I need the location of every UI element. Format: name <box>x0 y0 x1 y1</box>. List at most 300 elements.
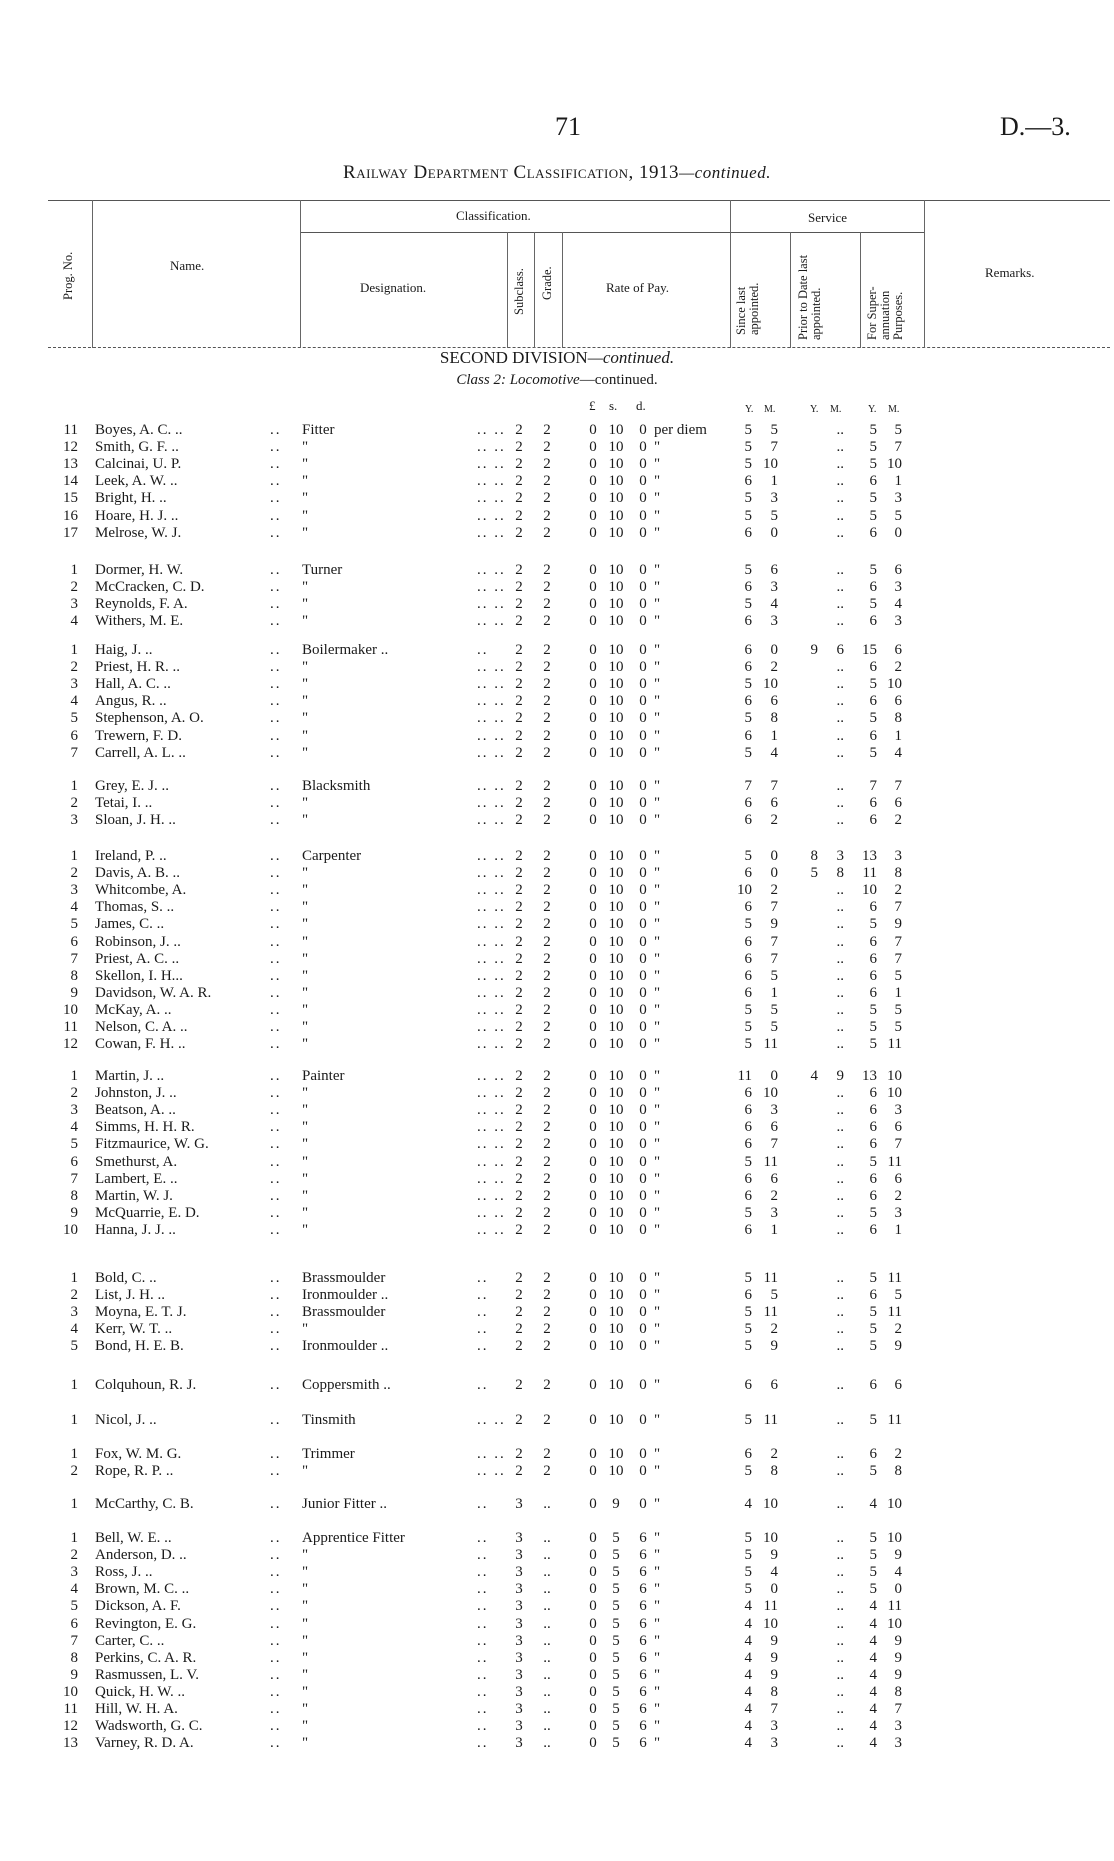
row-super-years: 5 <box>869 1530 877 1546</box>
row-pay-pence: 0 <box>639 710 647 727</box>
table-row <box>0 1564 1114 1581</box>
row-grade: 2 <box>543 596 551 613</box>
row-pay-shillings: 10 <box>608 579 624 596</box>
table-row <box>0 1270 1114 1287</box>
row-pay-pounds: 0 <box>589 1683 597 1700</box>
row-subclass: 2 <box>515 439 523 456</box>
row-pay-shillings: 10 <box>608 1304 624 1321</box>
row-designation: Brassmoulder <box>302 1304 386 1321</box>
row-since-months: 10 <box>763 1496 778 1512</box>
row-grade: 2 <box>543 613 551 630</box>
row-super-years: 4 <box>869 1598 877 1615</box>
row-prior-months: .. <box>836 1547 844 1564</box>
row-prior-months: .. <box>836 1119 844 1136</box>
row-since-years: 5 <box>744 1153 752 1170</box>
row-super-months: 8 <box>894 710 902 727</box>
row-pay-shillings: 10 <box>608 1287 624 1304</box>
row-pay-basis: " <box>654 727 661 744</box>
row-prior-months: .. <box>836 1170 844 1187</box>
row-prog-no: 1 <box>70 1446 78 1462</box>
row-leader: .. <box>477 1338 489 1355</box>
row-designation: " <box>302 456 309 473</box>
row-pay-basis: " <box>654 933 661 950</box>
row-leader: .. .. <box>477 967 506 984</box>
row-prior-months: 8 <box>836 865 844 882</box>
row-prog-no: 2 <box>70 1463 78 1480</box>
unit-years-since: Y. <box>745 404 754 415</box>
row-subclass: 3 <box>515 1530 523 1546</box>
header-since-last-appointed: Since last appointed. <box>734 282 762 335</box>
row-since-years: 5 <box>744 916 752 933</box>
row-pay-shillings: 10 <box>608 1204 624 1221</box>
row-pay-basis: " <box>654 562 661 578</box>
row-grade: 2 <box>543 659 551 676</box>
row-super-years: 6 <box>869 899 877 916</box>
row-prog-no: 3 <box>70 882 78 899</box>
row-grade: 2 <box>543 1377 551 1393</box>
row-prog-no: 10 <box>63 1683 78 1700</box>
row-leader: .. .. <box>477 916 506 933</box>
row-designation: " <box>302 1701 309 1717</box>
row-subclass: 2 <box>515 865 523 882</box>
row-grade: .. <box>543 1581 551 1598</box>
row-pay-pounds: 0 <box>589 1530 597 1546</box>
row-prog-no: 3 <box>70 676 78 693</box>
row-leader: .. .. <box>477 507 506 524</box>
row-pay-pence: 0 <box>639 812 647 829</box>
row-pay-pence: 0 <box>639 1136 647 1153</box>
row-pay-pence: 0 <box>639 1412 647 1428</box>
row-name: Cowan, F. H. .. <box>95 1036 186 1053</box>
row-grade: 2 <box>543 950 551 967</box>
table-row <box>0 1321 1114 1338</box>
table-row <box>0 456 1114 473</box>
row-name: Leek, A. W. .. <box>95 473 178 490</box>
row-designation: Painter <box>302 1068 345 1084</box>
row-since-years: 6 <box>744 950 752 967</box>
row-pay-shillings: 10 <box>608 848 624 864</box>
row-designation: " <box>302 1221 309 1238</box>
row-super-years: 6 <box>869 613 877 630</box>
row-grade: 2 <box>543 1119 551 1136</box>
row-grade: 2 <box>543 1204 551 1221</box>
row-pay-pounds: 0 <box>589 1102 597 1119</box>
row-since-months: 3 <box>770 1204 778 1221</box>
row-since-years: 6 <box>744 812 752 829</box>
row-leader: .. <box>270 1019 282 1035</box>
row-designation: " <box>302 676 309 693</box>
row-grade: 2 <box>543 507 551 524</box>
row-grade: 2 <box>543 710 551 727</box>
row-super-years: 15 <box>862 642 877 658</box>
row-prior-months: .. <box>836 1287 844 1304</box>
row-prior-months: .. <box>836 795 844 812</box>
row-pay-pence: 0 <box>639 1496 647 1512</box>
row-pay-pence: 0 <box>639 596 647 613</box>
row-pay-shillings: 10 <box>608 795 624 812</box>
row-pay-pounds: 0 <box>589 778 597 794</box>
row-prior-months: .. <box>836 899 844 916</box>
row-since-years: 6 <box>744 984 752 1001</box>
table-row <box>0 1598 1114 1615</box>
row-pay-pounds: 0 <box>589 1377 597 1393</box>
row-prior-months: .. <box>836 1270 844 1286</box>
table-row <box>0 1019 1114 1036</box>
row-prior-months: .. <box>836 1581 844 1598</box>
row-pay-shillings: 10 <box>608 693 624 710</box>
row-super-months: 7 <box>894 439 902 456</box>
row-grade: 2 <box>543 1446 551 1462</box>
row-grade: 2 <box>543 693 551 710</box>
table-row <box>0 1463 1114 1480</box>
row-subclass: 2 <box>515 1221 523 1238</box>
row-grade: 2 <box>543 899 551 916</box>
row-name: Nicol, J. .. <box>95 1412 157 1428</box>
row-prior-months: .. <box>836 744 844 761</box>
table-row <box>0 710 1114 727</box>
table-row <box>0 1338 1114 1355</box>
row-leader: .. <box>270 1701 282 1717</box>
row-designation: " <box>302 613 309 630</box>
row-name: McQuarrie, E. D. <box>95 1204 200 1221</box>
page-number: 71 <box>555 112 581 141</box>
row-leader: .. .. <box>477 562 506 578</box>
row-pay-pounds: 0 <box>589 1001 597 1018</box>
row-grade: 2 <box>543 744 551 761</box>
row-prog-no: 12 <box>63 1718 78 1735</box>
row-subclass: 3 <box>515 1701 523 1717</box>
row-prog-no: 1 <box>70 642 78 658</box>
row-prior-months: .. <box>836 1632 844 1649</box>
row-pay-basis: " <box>654 1221 661 1238</box>
row-pay-basis: " <box>654 1321 661 1338</box>
row-prior-months: .. <box>836 933 844 950</box>
row-since-months: 9 <box>770 1547 778 1564</box>
table-row <box>0 795 1114 812</box>
row-pay-pence: 0 <box>639 1153 647 1170</box>
row-leader: .. <box>270 1170 282 1187</box>
table-row <box>0 1085 1114 1102</box>
row-pay-pence: 6 <box>639 1718 647 1735</box>
row-super-months: 7 <box>894 778 902 794</box>
row-prog-no: 13 <box>63 1735 78 1752</box>
row-pay-pence: 6 <box>639 1581 647 1598</box>
row-name: Withers, M. E. <box>95 613 184 630</box>
row-super-months: 5 <box>894 1287 902 1304</box>
row-pay-pence: 0 <box>639 727 647 744</box>
row-grade: 2 <box>543 1304 551 1321</box>
row-leader: .. <box>270 865 282 882</box>
row-prog-no: 3 <box>70 596 78 613</box>
row-pay-basis: " <box>654 693 661 710</box>
row-super-months: 11 <box>887 1270 902 1286</box>
header-service: Service <box>808 210 847 225</box>
row-super-months: 3 <box>894 1735 902 1752</box>
row-since-months: 1 <box>770 984 778 1001</box>
row-grade: 2 <box>543 473 551 490</box>
row-since-months: 4 <box>770 596 778 613</box>
row-designation: Junior Fitter .. <box>302 1496 387 1512</box>
row-leader: .. <box>270 1735 282 1752</box>
row-pay-pounds: 0 <box>589 812 597 829</box>
row-pay-basis: " <box>654 1666 661 1683</box>
row-grade: 2 <box>543 1321 551 1338</box>
row-pay-pounds: 0 <box>589 1615 597 1632</box>
row-super-months: 3 <box>894 1102 902 1119</box>
table-row <box>0 579 1114 596</box>
row-super-years: 5 <box>869 562 877 578</box>
row-name: Robinson, J. .. <box>95 933 181 950</box>
row-pay-pounds: 0 <box>589 473 597 490</box>
row-since-months: 10 <box>763 676 778 693</box>
row-pay-pence: 0 <box>639 490 647 507</box>
row-designation: " <box>302 1666 309 1683</box>
row-prog-no: 16 <box>63 507 78 524</box>
row-leader: .. <box>270 1649 282 1666</box>
row-super-months: 2 <box>894 1321 902 1338</box>
row-designation: " <box>302 596 309 613</box>
row-name: Dormer, H. W. <box>95 562 184 578</box>
row-leader: .. .. <box>477 456 506 473</box>
row-prior-months: .. <box>836 1701 844 1717</box>
row-leader: .. .. <box>477 524 506 541</box>
row-subclass: 2 <box>515 710 523 727</box>
row-leader: .. <box>270 439 282 456</box>
row-leader: .. .. <box>477 1187 506 1204</box>
row-pay-basis: " <box>654 676 661 693</box>
row-designation: " <box>302 795 309 812</box>
row-since-months: 3 <box>770 613 778 630</box>
table-row <box>0 1119 1114 1136</box>
row-pay-shillings: 10 <box>608 882 624 899</box>
row-since-months: 2 <box>770 1446 778 1462</box>
row-leader: .. <box>477 1564 489 1581</box>
row-name: Boyes, A. C. .. <box>95 422 183 438</box>
row-super-months: 10 <box>887 1496 902 1512</box>
table-row <box>0 1377 1114 1394</box>
row-leader: .. .. <box>477 490 506 507</box>
row-prior-months: .. <box>836 710 844 727</box>
row-prog-no: 1 <box>70 1530 78 1546</box>
row-designation: " <box>302 967 309 984</box>
row-grade: 2 <box>543 1287 551 1304</box>
row-prior-months: .. <box>836 507 844 524</box>
row-since-years: 4 <box>744 1666 752 1683</box>
row-pay-basis: " <box>654 882 661 899</box>
row-super-years: 6 <box>869 727 877 744</box>
row-name: Smith, G. F. .. <box>95 439 179 456</box>
row-prog-no: 6 <box>70 1153 78 1170</box>
row-subclass: 2 <box>515 1085 523 1102</box>
row-pay-pounds: 0 <box>589 1463 597 1480</box>
row-grade: .. <box>543 1547 551 1564</box>
row-subclass: 3 <box>515 1598 523 1615</box>
row-pay-pounds: 0 <box>589 710 597 727</box>
row-since-years: 6 <box>744 933 752 950</box>
row-pay-pounds: 0 <box>589 882 597 899</box>
row-since-months: 6 <box>770 1170 778 1187</box>
row-since-months: 8 <box>770 710 778 727</box>
row-pay-shillings: 10 <box>608 507 624 524</box>
table-row <box>0 1684 1114 1701</box>
row-leader: .. .. <box>477 950 506 967</box>
row-leader: .. .. <box>477 1204 506 1221</box>
row-name: Anderson, D. .. <box>95 1547 187 1564</box>
row-pay-basis: " <box>654 456 661 473</box>
row-super-years: 7 <box>869 778 877 794</box>
row-super-years: 6 <box>869 1187 877 1204</box>
row-name: Hall, A. C. .. <box>95 676 171 693</box>
row-grade: .. <box>543 1649 551 1666</box>
row-prog-no: 15 <box>63 490 78 507</box>
row-subclass: 2 <box>515 579 523 596</box>
section-title-main: SECOND DIVISION <box>439 348 588 367</box>
row-pay-pounds: 0 <box>589 1632 597 1649</box>
row-prior-months: .. <box>836 1102 844 1119</box>
row-since-months: 2 <box>770 1321 778 1338</box>
row-subclass: 2 <box>515 1377 523 1393</box>
row-grade: 2 <box>543 579 551 596</box>
row-prior-months: .. <box>836 1412 844 1428</box>
row-designation: " <box>302 1119 309 1136</box>
row-leader: .. <box>270 882 282 899</box>
row-designation: " <box>302 1085 309 1102</box>
table-row <box>0 1446 1114 1463</box>
row-pay-shillings: 5 <box>612 1564 620 1581</box>
row-leader: .. <box>270 967 282 984</box>
row-subclass: 2 <box>515 1119 523 1136</box>
row-since-months: 11 <box>763 1304 778 1321</box>
row-super-months: 7 <box>894 1701 902 1717</box>
row-leader: .. <box>270 1287 282 1304</box>
row-prior-months: .. <box>836 1718 844 1735</box>
row-pay-basis: " <box>654 490 661 507</box>
row-pay-pounds: 0 <box>589 524 597 541</box>
row-grade: 2 <box>543 1153 551 1170</box>
row-subclass: 2 <box>515 1102 523 1119</box>
row-subclass: 2 <box>515 524 523 541</box>
row-prior-months: .. <box>836 812 844 829</box>
row-pay-pence: 0 <box>639 1463 647 1480</box>
row-name: McCarthy, C. B. <box>95 1496 194 1512</box>
row-grade: 2 <box>543 916 551 933</box>
row-name: Fitzmaurice, W. G. <box>95 1136 209 1153</box>
row-pay-shillings: 10 <box>608 1019 624 1035</box>
row-leader: .. <box>270 596 282 613</box>
row-grade: 2 <box>543 865 551 882</box>
row-subclass: 2 <box>515 473 523 490</box>
row-super-years: 5 <box>869 456 877 473</box>
row-prog-no: 1 <box>70 562 78 578</box>
row-leader: .. .. <box>477 710 506 727</box>
header-classification: Classification. <box>456 208 531 223</box>
row-pay-pence: 6 <box>639 1735 647 1752</box>
row-pay-shillings: 10 <box>608 1170 624 1187</box>
row-prog-no: 7 <box>70 744 78 761</box>
row-pay-pence: 0 <box>639 848 647 864</box>
row-leader: .. <box>270 778 282 794</box>
row-pay-pence: 0 <box>639 916 647 933</box>
row-super-months: 4 <box>894 744 902 761</box>
row-pay-basis: " <box>654 1019 661 1035</box>
row-designation: " <box>302 899 309 916</box>
row-since-years: 6 <box>744 967 752 984</box>
row-pay-pence: 6 <box>639 1530 647 1546</box>
row-since-months: 7 <box>770 899 778 916</box>
table-row <box>0 1171 1114 1188</box>
row-super-years: 6 <box>869 659 877 676</box>
row-designation: " <box>302 1615 309 1632</box>
row-prior-months: .. <box>836 456 844 473</box>
title-main: Railway Department Classification, 1913 <box>343 162 680 183</box>
table-row <box>0 1412 1114 1429</box>
document-code: D.—3. <box>1000 112 1071 141</box>
row-pay-shillings: 5 <box>612 1735 620 1752</box>
row-designation: " <box>302 710 309 727</box>
row-designation: Turner <box>302 562 343 578</box>
row-super-years: 4 <box>869 1496 877 1512</box>
row-name: Martin, W. J. <box>95 1187 173 1204</box>
row-leader: .. <box>270 848 282 864</box>
row-since-months: 6 <box>770 562 778 578</box>
row-pay-pounds: 0 <box>589 848 597 864</box>
row-grade: 2 <box>543 984 551 1001</box>
row-leader: .. <box>477 1270 489 1286</box>
row-prog-no: 6 <box>70 727 78 744</box>
row-pay-shillings: 10 <box>608 812 624 829</box>
row-leader: .. <box>270 613 282 630</box>
row-name: Ireland, P. .. <box>95 848 167 864</box>
table-row <box>0 1154 1114 1171</box>
row-since-months: 0 <box>770 1581 778 1598</box>
row-prior-months: .. <box>836 1136 844 1153</box>
row-subclass: 2 <box>515 1463 523 1480</box>
row-pay-shillings: 10 <box>608 778 624 794</box>
row-super-months: 1 <box>894 984 902 1001</box>
row-pay-shillings: 10 <box>608 1136 624 1153</box>
row-super-months: 6 <box>894 1377 902 1393</box>
row-super-years: 6 <box>869 812 877 829</box>
row-prior-months: .. <box>836 1496 844 1512</box>
row-pay-basis: " <box>654 967 661 984</box>
row-name: Bright, H. .. <box>95 490 167 507</box>
row-pay-pounds: 0 <box>589 456 597 473</box>
row-pay-pence: 6 <box>639 1615 647 1632</box>
table-row <box>0 1701 1114 1718</box>
row-pay-pence: 0 <box>639 778 647 794</box>
row-prog-no: 1 <box>70 1068 78 1084</box>
row-leader: .. <box>270 1666 282 1683</box>
row-since-years: 5 <box>744 1412 752 1428</box>
row-super-years: 10 <box>862 882 877 899</box>
row-leader: .. .. <box>477 1001 506 1018</box>
row-super-years: 4 <box>869 1735 877 1752</box>
row-pay-pence: 0 <box>639 473 647 490</box>
row-leader: .. <box>270 1412 282 1428</box>
row-grade: 2 <box>543 1068 551 1084</box>
row-pay-shillings: 10 <box>608 1102 624 1119</box>
row-grade: 2 <box>543 439 551 456</box>
row-since-months: 4 <box>770 744 778 761</box>
row-leader: .. <box>477 1321 489 1338</box>
row-name: Fox, W. M. G. <box>95 1446 182 1462</box>
row-designation: Tinsmith <box>302 1412 356 1428</box>
row-prog-no: 8 <box>70 1649 78 1666</box>
row-designation: " <box>302 1036 309 1053</box>
row-since-years: 5 <box>744 562 752 578</box>
row-prior-months: .. <box>836 984 844 1001</box>
row-super-months: 1 <box>894 727 902 744</box>
